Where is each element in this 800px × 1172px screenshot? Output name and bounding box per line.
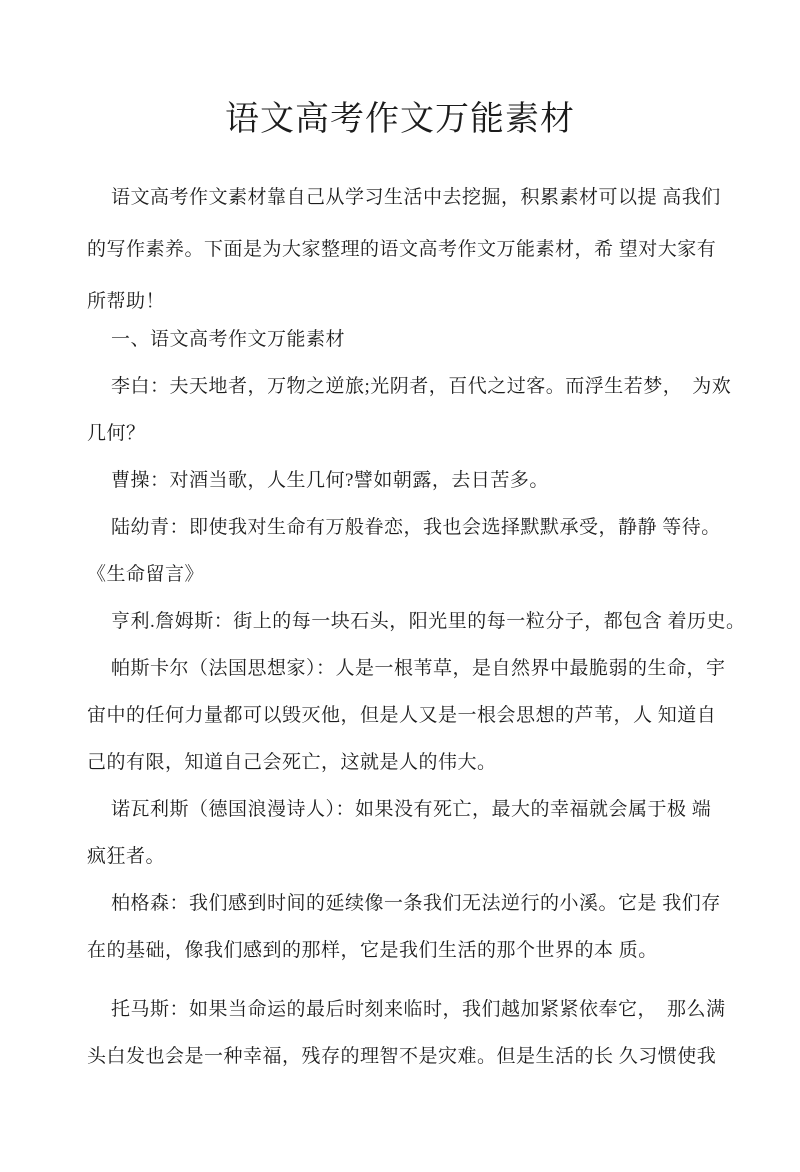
paragraph bbox=[87, 645, 726, 786]
text-line: 陆幼青：即使我对生命有万般眷恋，我也会选择默默承受，静静 等待。 bbox=[111, 517, 721, 538]
text-line: 语文高考作文素材靠自己从学习生活中去挖掘，积累素材可以提 高我们 bbox=[111, 187, 721, 208]
text-line: 曹操：对酒当歌，人生几何?譬如朝露，去日苦多。 bbox=[111, 470, 549, 491]
text-line: 在的基础，像我们感到的那样，它是我们生活的那个世界的本 质。 bbox=[87, 940, 658, 961]
paragraph bbox=[87, 363, 732, 457]
text-line: 托马斯：如果当命运的最后时刻来临时，我们越加紧紧依奉它， 那么满 bbox=[111, 999, 726, 1020]
text-line: 疯狂者。 bbox=[87, 846, 166, 867]
text-line: 己的有限，知道自己会死亡，这就是人的伟大。 bbox=[87, 752, 497, 773]
text-line: 的写作素养。下面是为大家整理的语文高考作文万能素材，希 望对大家有 bbox=[87, 239, 717, 260]
paragraph bbox=[87, 986, 726, 1080]
text-line: 诺瓦利斯（德国浪漫诗人）：如果没有死亡，最大的幸福就会属于极 端 bbox=[111, 799, 712, 820]
document-body bbox=[87, 172, 746, 1080]
text-line: 几何？ bbox=[87, 423, 146, 444]
text-line: 一、语文高考作文万能素材 bbox=[111, 329, 346, 350]
text-line: 柏格森：我们感到时间的延续像一条我们无法逆行的小溪。它是 我们存 bbox=[111, 893, 721, 914]
paragraph bbox=[87, 172, 721, 328]
text-line: 头白发也会是一种幸福，残存的理智不是灾难。但是生活的长 久习惯使我 bbox=[87, 1046, 717, 1067]
paragraph bbox=[87, 598, 746, 645]
text-line: 宙中的任何力量都可以毁灭他，但是人又是一根会思想的芦苇，人 知道自 bbox=[87, 705, 717, 726]
paragraph bbox=[87, 316, 717, 363]
paragraph bbox=[87, 786, 717, 880]
text-line: 所帮助！ bbox=[87, 291, 166, 312]
paragraph bbox=[87, 457, 717, 504]
paragraph bbox=[87, 880, 721, 974]
paragraph bbox=[87, 504, 721, 598]
text-line: 李白：夫天地者，万物之逆旅;光阴者，百代之过客。而浮生若梦， 为欢 bbox=[111, 376, 732, 397]
document-title: 语文高考作文万能素材 bbox=[225, 101, 575, 138]
text-line: 《生命留言》 bbox=[87, 564, 205, 585]
text-line: 亨利.詹姆斯：街上的每一块石头，阳光里的每一粒分子，都包含 着历史。 bbox=[111, 611, 746, 632]
text-line: 帕斯卡尔（法国思想家）：人是一根苇草，是自然界中最脆弱的生命，宇 bbox=[111, 658, 726, 679]
